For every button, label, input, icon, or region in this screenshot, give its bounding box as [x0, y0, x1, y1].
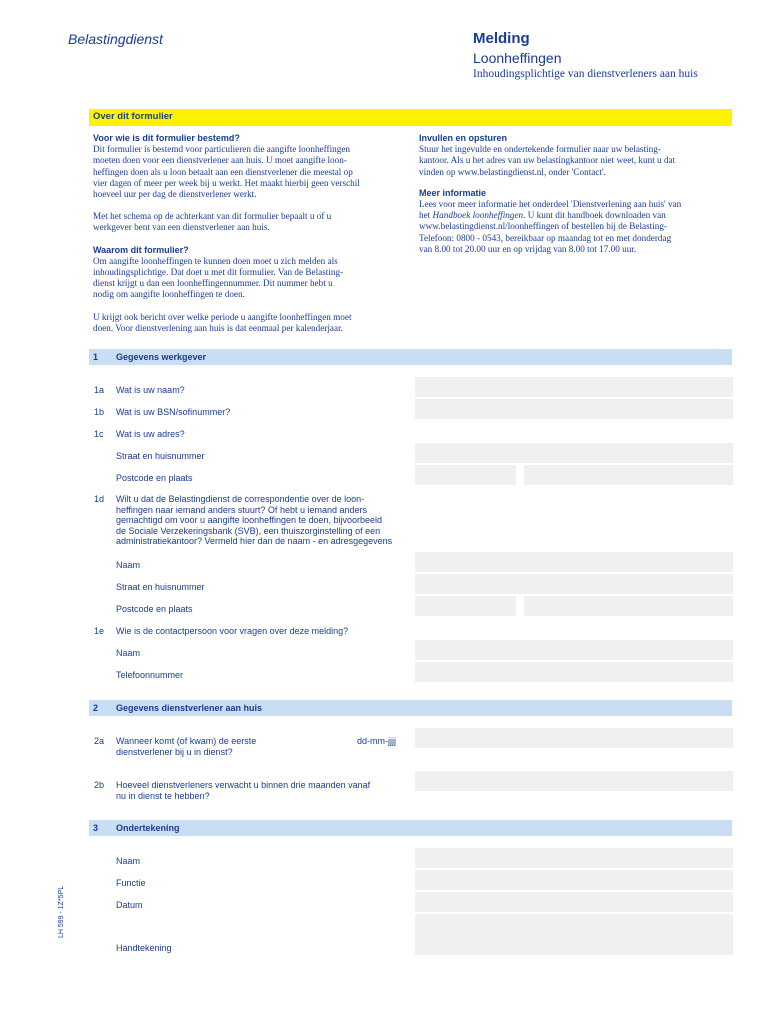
form-subtitle: Loonheffingen: [473, 50, 562, 66]
about-bar: [89, 109, 732, 126]
section-2-header: [89, 700, 732, 716]
signer-name-label: Naam: [116, 856, 141, 866]
name-field[interactable]: [415, 377, 733, 397]
about-para-period: U krijgt ook bericht over welke periode u aangifte loonheffingen moet doen. Voor dienstverlening aan huis is dat eenmaal per kalenderjaar.: [93, 311, 352, 333]
postcode-field[interactable]: [415, 465, 516, 485]
form-code: LH 599 - 1Z*5PL: [58, 885, 65, 938]
question-1b-label: Wat is uw BSN/sofinummer?: [116, 407, 231, 417]
question-number-1e: 1e: [94, 626, 105, 636]
city-field[interactable]: [524, 465, 733, 485]
question-1a-label: Wat is uw naam?: [116, 385, 185, 395]
intermediary-city-field[interactable]: [524, 596, 733, 616]
about-para-info: Lees voor meer informatie het onderdeel 'Dienstverlening aan huis' van het Handboek loonheffingen. U kunt dit handboek downloaden van www.belastingdienst.nl/loonheffingen of bestellen bij de Belasting- Telefoon: 0800 - 0543, bereikbaar op maandag tot en met donderdag van 8.00 tot 20.00 uur en op vrijdag van 8.00 tot 17.00 uur.: [419, 199, 682, 254]
question-number-1d: 1d: [94, 494, 105, 504]
signer-function-field[interactable]: [415, 870, 733, 890]
sign-date-field[interactable]: [415, 892, 733, 912]
intermediary-name-label: Naam: [116, 560, 141, 570]
intermediary-postal-label: Postcode en plaats: [116, 604, 193, 614]
intermediary-name-field[interactable]: [415, 552, 733, 572]
sign-date-label: Datum: [116, 900, 143, 910]
question-1c-label: Wat is uw adres?: [116, 429, 185, 439]
section-1-header: [89, 349, 732, 365]
street-field[interactable]: [415, 443, 733, 463]
intermediary-postcode-field[interactable]: [415, 596, 516, 616]
section-3-header: [89, 820, 732, 836]
contact-phone-label: Telefoonnummer: [116, 670, 184, 680]
question-number-2b: 2b: [94, 780, 105, 790]
about-para-who: Dit formulier is bestemd voor particulieren die aangifte loonheffingen moeten doen voor een dienstverlener aan huis. U moet aangifte loon- heffingen doen als u loon betaalt aan een dienstverlener die meestal op vier dagen of meer per week bij u werkt. Het maakt hierbij geen verschil hoeveel uur per dag de dienstverlener werkt.: [93, 144, 360, 200]
brand-logo-text: Belastingdienst: [68, 31, 163, 47]
question-number-1a: 1a: [94, 385, 105, 395]
form-subsubtitle: Inhoudingsplichtige van dienstverleners aan huis: [473, 68, 698, 80]
expected-count-field[interactable]: [415, 771, 733, 791]
about-bar-label: Over dit formulier: [93, 111, 173, 122]
about-heading-submit: Invullen en opsturen: [419, 133, 508, 143]
section-number: 3: [93, 823, 99, 833]
question-1d-label: Wilt u dat de Belastingdienst de correspondentie over de loon- heffingen naar iemand anders stuurt? Of hebt u iemand anders gemachtigd om voor u aangifte loonheffingen te doen, bijvoorbeeld de Sociale Verzekeringsbank (SVB), een thuiszorginstelling of een administratiekantoor? Vermeld hier dan de naam - en adresgegevens: [116, 494, 393, 546]
form-title: Melding: [473, 30, 530, 47]
signature-label: Handtekening: [116, 943, 172, 953]
section-title: Gegevens dienstverlener aan huis: [116, 703, 263, 713]
about-para-why: Om aangifte loonheffingen te kunnen doen moet u zich melden als inhoudingsplichtige. Dat doet u met dit formulier. Van de Belasting- dienst krijgt u dan een loonheffingennummer. Dit nummer hebt u nodig om aangifte loonheffingen te doen.: [93, 255, 344, 300]
contact-name-label: Naam: [116, 648, 141, 658]
question-number-2a: 2a: [94, 736, 105, 746]
signer-name-field[interactable]: [415, 848, 733, 868]
intermediary-street-field[interactable]: [415, 574, 733, 594]
about-para-submit: Stuur het ingevulde en ondertekende formulier naar uw belasting- kantoor. Als u het adres van uw belastingkantoor niet weet, kunt u dat vinden op www.belastingdienst.nl, onder 'Contact'.: [419, 144, 676, 177]
street-label: Straat en huisnummer: [116, 451, 205, 461]
signature-field[interactable]: [415, 914, 733, 955]
contact-name-field[interactable]: [415, 640, 733, 660]
question-number-1c: 1c: [94, 429, 104, 439]
section-title: Ondertekening: [116, 823, 180, 833]
question-1e-label: Wie is de contactpersoon voor vragen over deze melding?: [116, 626, 349, 636]
about-para-schema: Met het schema op de achterkant van dit formulier bepaalt u of u werkgever bent van een dienstverlener aan huis.: [93, 211, 332, 233]
handbook-title: Handboek loonheffingen: [432, 210, 524, 221]
about-heading-info: Meer informatie: [419, 187, 487, 198]
section-number: 1: [93, 352, 99, 362]
question-number-1b: 1b: [94, 407, 105, 417]
contact-phone-field[interactable]: [415, 662, 733, 682]
about-left-column: [93, 133, 413, 334]
question-2b-label: Hoeveel dienstverleners verwacht u binnen drie maanden vanaf nu in dienst te hebben?: [116, 780, 371, 801]
date-format-hint: dd-mm-jjjj: [357, 736, 396, 746]
signer-function-label: Functie: [116, 878, 146, 888]
bsn-field[interactable]: [415, 399, 733, 419]
about-heading-who: Voor wie is dit formulier bestemd?: [93, 133, 240, 143]
start-date-field[interactable]: [415, 728, 733, 748]
section-title: Gegevens werkgever: [116, 352, 207, 362]
postal-label: Postcode en plaats: [116, 473, 193, 483]
intermediary-street-label: Straat en huisnummer: [116, 582, 205, 592]
about-heading-why: Waarom dit formulier?: [93, 244, 189, 255]
question-2a-label: Wanneer komt (of kwam) de eerste dienstverlener bij u in dienst?: [116, 736, 257, 757]
about-right-column: [419, 133, 734, 255]
section-number: 2: [93, 703, 99, 713]
